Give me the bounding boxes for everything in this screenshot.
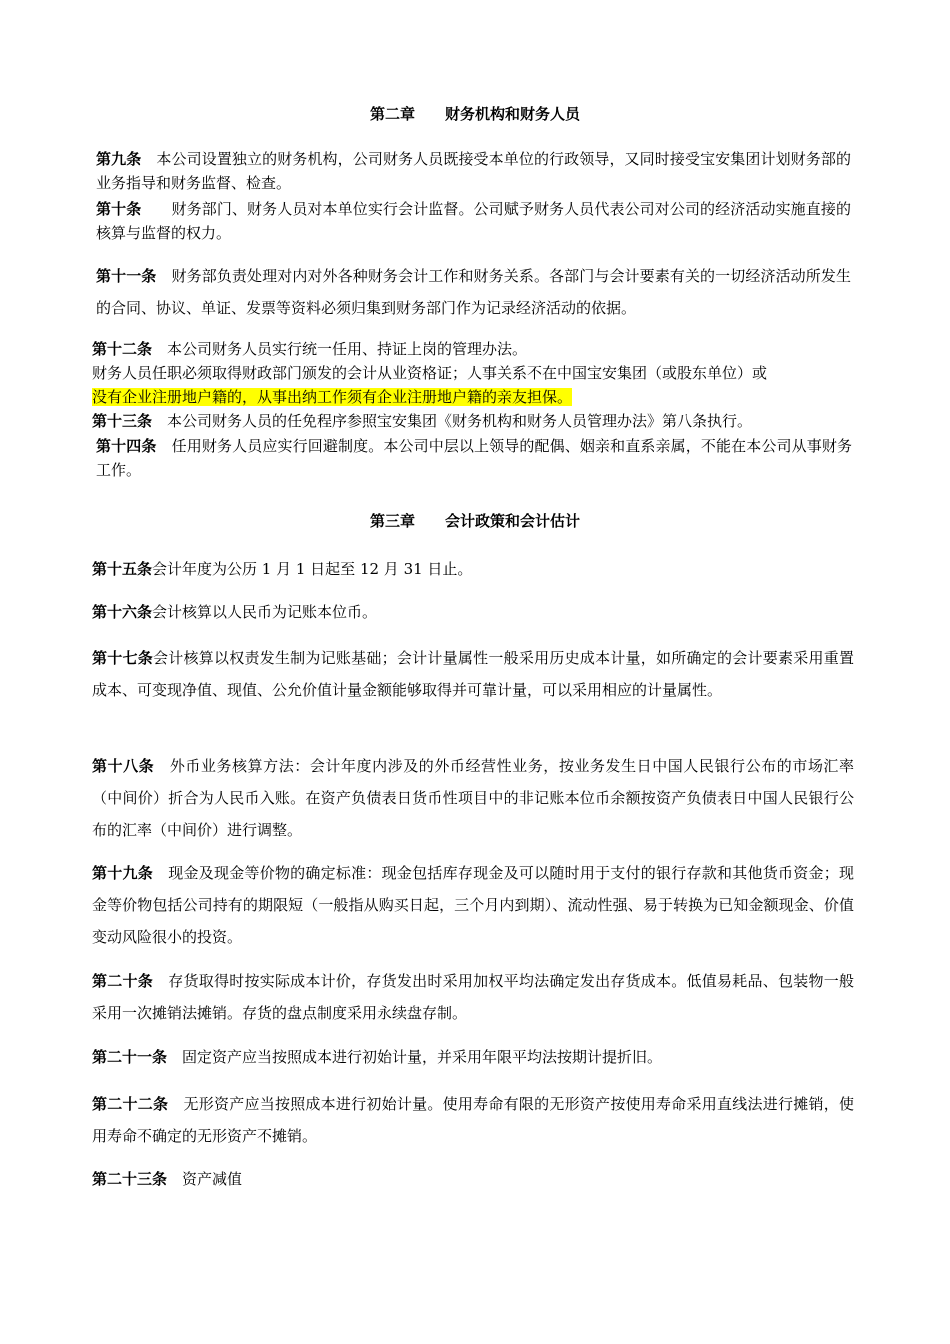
article-9-text: 本公司设置独立的财务机构，公司财务人员既接受本单位的行政领导，又同时接受宝安集团计划财务部的业务指导和财务监督、检查。 — [96, 150, 851, 192]
article-10-label: 第十条 — [96, 200, 142, 218]
article-15-text: 会计年度为公历 1 月 1 日起至 12 月 31 日止。 — [152, 560, 473, 578]
article-12 — [92, 337, 854, 409]
article-15 — [92, 553, 854, 585]
article-19 — [92, 857, 854, 953]
article-19-text: 现金及现金等价物的确定标准：现金包括库存现金及可以随时用于支付的银行存款和其他货币资金；现金等价物包括公司持有的期限短（一般指从购买日起，三个月内到期）、流动性强、易于转换为已知金额现金、价值变动风险很小的投资。 — [92, 864, 854, 946]
article-18-text: 外币业务核算方法：会计年度内涉及的外币经营性业务，按业务发生日中国人民银行公布的市场汇率（中间价）折合为人民币入账。在资产负债表日货币性项目中的非记账本位币余额按资产负债表日中国人民银行公布的汇率（中间价）进行调整。 — [92, 757, 854, 839]
article-14-label: 第十四条 — [96, 437, 157, 455]
article-16 — [92, 596, 854, 628]
article-15-label: 第十五条 — [92, 560, 153, 578]
article-21 — [92, 1041, 854, 1073]
article-13 — [92, 409, 854, 433]
article-12-highlight: 没有企业注册地户籍的，从事出纳工作须有企业注册地户籍的亲友担保。 — [92, 388, 573, 406]
article-17 — [92, 642, 854, 706]
article-18 — [92, 750, 854, 846]
article-11-text: 财务部负责处理对内对外各种财务会计工作和财务关系。各部门与会计要素有关的一切经济活动所发生的合同、协议、单证、发票等资料必须归集到财务部门作为记录经济活动的依据。 — [96, 267, 851, 317]
article-13-label: 第十三条 — [92, 412, 153, 430]
article-14 — [96, 434, 852, 482]
article-23-label: 第二十三条 — [92, 1170, 168, 1188]
article-10 — [96, 197, 851, 245]
article-16-label: 第十六条 — [92, 603, 153, 621]
article-17-text: 会计核算以权责发生制为记账基础；会计计量属性一般采用历史成本计量，如所确定的会计要素采用重置成本、可变现净值、现值、公允价值计量金额能够取得并可靠计量，可以采用相应的计量属性。 — [92, 649, 854, 699]
article-19-label: 第十九条 — [92, 864, 153, 882]
chapter-2-heading: 第二章 财务机构和财务人员 — [369, 105, 580, 123]
article-23 — [92, 1163, 854, 1195]
article-23-text: 资产减值 — [182, 1170, 243, 1188]
article-12-text: 本公司财务人员实行统一任用、持证上岗的管理办法。 — [167, 340, 528, 358]
article-16-text: 会计核算以人民币为记账本位币。 — [152, 603, 378, 621]
article-20-text: 存货取得时按实际成本计价，存货发出时采用加权平均法确定发出存货成本。低值易耗品、包装物一般采用一次摊销法摊销。存货的盘点制度采用永续盘存制。 — [92, 972, 854, 1022]
article-12-line2: 财务人员任职必须取得财政部门颁发的会计从业资格证；人事关系不在中国宝安集团（或股东单位）或 — [92, 364, 768, 382]
article-20 — [92, 965, 854, 1029]
article-17-label: 第十七条 — [92, 649, 153, 667]
chapter-3-heading: 第三章 会计政策和会计估计 — [369, 512, 580, 530]
article-11 — [96, 260, 851, 324]
article-11-label: 第十一条 — [96, 267, 157, 285]
article-20-label: 第二十条 — [92, 972, 153, 990]
article-12-label: 第十二条 — [92, 340, 153, 358]
article-22-label: 第二十二条 — [92, 1095, 169, 1113]
article-14-text: 任用财务人员应实行回避制度。本公司中层以上领导的配偶、姻亲和直系亲属，不能在本公司从事财务工作。 — [96, 437, 852, 479]
article-22-text: 无形资产应当按照成本进行初始计量。使用寿命有限的无形资产按使用寿命采用直线法进行摊销，使用寿命不确定的无形资产不摊销。 — [92, 1095, 854, 1145]
article-10-text: 财务部门、财务人员对本单位实行会计监督。公司赋予财务人员代表公司对公司的经济活动实施直接的核算与监督的权力。 — [96, 200, 851, 242]
article-22 — [92, 1088, 854, 1152]
article-9 — [96, 147, 851, 195]
article-9-label: 第九条 — [96, 150, 142, 168]
article-18-label: 第十八条 — [92, 757, 155, 775]
article-21-text: 固定资产应当按照成本进行初始计量，并采用年限平均法按期计提折旧。 — [182, 1048, 663, 1066]
article-13-text: 本公司财务人员的任免程序参照宝安集团《财务机构和财务人员管理办法》第八条执行。 — [167, 412, 753, 430]
article-21-label: 第二十一条 — [92, 1048, 168, 1066]
